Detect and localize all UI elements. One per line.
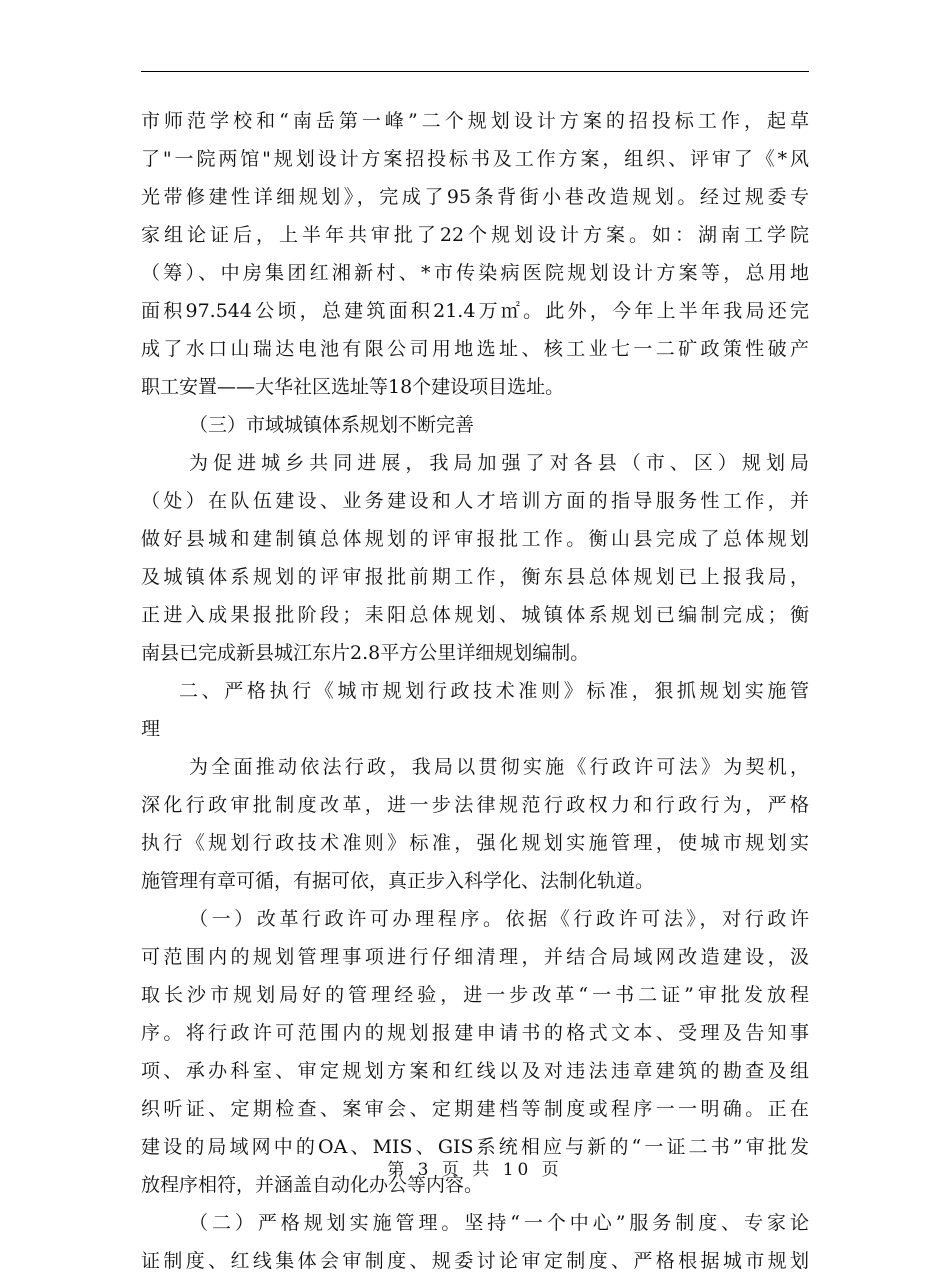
document-body xyxy=(141,102,809,1280)
paragraph-first-line: 为促进城乡共同进展，我局加强了对各县（市、区）规划局 xyxy=(189,452,809,474)
section-heading: 二、严格执行《城市规划行政技术准则》标准，狠抓规划实施管 xyxy=(179,680,809,702)
text-line: 序。将行政许可范围内的规划报建申请书的格式文本、受理及告知事 xyxy=(141,1022,809,1044)
paragraph-first-line: （二）严格规划实施管理。坚持“一个中心”服务制度、专家论 xyxy=(189,1212,809,1234)
text-line: 织听证、定期检查、案审会、定期建档等制度或程序一一明确。正在 xyxy=(141,1098,809,1120)
text-line: 光带修建性详细规划》，完成了95条背街小巷改造规划。经过规委专 xyxy=(141,186,809,208)
text-line: （筹）、中房集团红湘新村、*市传染病医院规划设计方案等，总用地 xyxy=(141,262,809,284)
text-line: 执行《规划行政技术准则》标准，强化规划实施管理，使城市规划实 xyxy=(141,832,809,854)
text-line: 正进入成果报批阶段；耒阳总体规划、城镇体系规划已编制完成；衡 xyxy=(141,604,809,626)
section-heading: （三）市域城镇体系规划不断完善 xyxy=(189,414,475,436)
text-line: 做好县城和建制镇总体规划的评审报批工作。衡山县完成了总体规划 xyxy=(141,528,809,550)
paragraph-first-line: （一）改革行政许可办理程序。依据《行政许可法》，对行政许 xyxy=(189,908,809,930)
text-line: 家组论证后，上半年共审批了22个规划设计方案。如：湖南工学院 xyxy=(141,224,809,246)
text-line: 放程序相符，并涵盖自动化办公等内容。 xyxy=(141,1174,484,1196)
text-line: （处）在队伍建设、业务建设和人才培训方面的指导服务性工作，并 xyxy=(141,490,809,512)
header-rule xyxy=(141,71,809,72)
text-line: 项、承办科室、审定规划方案和红线以及对违法违章建筑的勘查及组 xyxy=(141,1060,809,1082)
text-line: 深化行政审批制度改革，进一步法律规范行政权力和行政行为，严格 xyxy=(141,794,809,816)
text-line: 面积97.544公顷，总建筑面积21.4万㎡。此外，今年上半年我局还完 xyxy=(141,300,809,322)
text-line: 可范围内的规划管理事项进行仔细清理，并结合局域网改造建设，汲 xyxy=(141,946,809,968)
text-line: 施管理有章可循，有据可依，真正步入科学化、法制化轨道。 xyxy=(141,870,655,892)
text-line: 证制度、红线集体会审制度、规委讨论审定制度、严格根据城市规划 xyxy=(141,1250,809,1272)
text-line: 建设的局域网中的OA、MIS、GIS系统相应与新的“一证二书”审批发 xyxy=(141,1136,809,1158)
section-heading-continuation: 理 xyxy=(141,718,161,740)
text-line: 及城镇体系规划的评审报批前期工作，衡东县总体规划已上报我局， xyxy=(141,566,809,588)
text-line: 市师范学校和“南岳第一峰”二个规划设计方案的招投标工作，起草 xyxy=(141,110,809,132)
text-line: 取长沙市规划局好的管理经验，进一步改革“一书二证”审批发放程 xyxy=(141,984,809,1006)
paragraph-first-line: 为全面推动依法行政，我局以贯彻实施《行政许可法》为契机， xyxy=(189,756,809,778)
text-line: 成了水口山瑞达电池有限公司用地选址、核工业七一二矿政策性破产 xyxy=(141,338,809,360)
text-line: 南县已完成新县城江东片2.8平方公里详细规划编制。 xyxy=(141,642,590,664)
text-line: 职工安置——大华社区选址等18个建设项目选址。 xyxy=(141,376,565,398)
page-number-footer: 第 3 页 共 10 页 xyxy=(387,1160,563,1180)
text-line: 了"一院两馆"规划设计方案招投标书及工作方案，组织、评审了《*风 xyxy=(141,148,809,170)
